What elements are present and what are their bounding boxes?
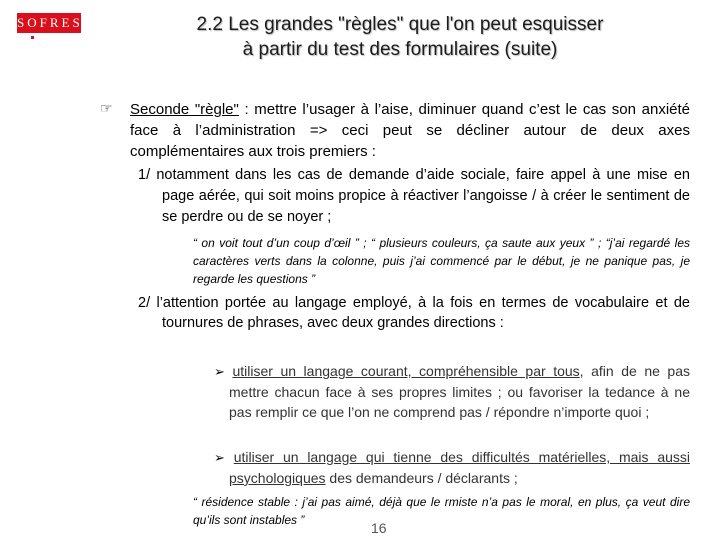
rule-label: Seconde "règle" [130, 101, 239, 118]
arrow-right-icon: ➢ [214, 450, 225, 465]
arrow-right-icon: ➢ [214, 364, 225, 379]
sub-bullet-2 [214, 447, 690, 488]
slide-title-line-1: 2.2 Les grandes "règles" que l'on peut esquisser [196, 14, 604, 35]
slide-title [100, 12, 700, 62]
sub-bullet-1-underlined: utiliser un langage courant, compréhensible par tous [232, 363, 580, 379]
point-2-text: 2/ l’attention portée au langage employé, à la fois en termes de vocabulaire et de tournures de phrases, avec deux grandes directions : [138, 295, 690, 331]
sub-bullet-1 [214, 361, 690, 422]
sub-bullet-2-underlined: utiliser un langage qui tienne des difficultés matérielles, mais aussi psychologiques [229, 449, 691, 486]
sub-bullet-1-text: , afin de ne pas mettre chacun face à ses propres limites ; ou favoriser la tedance à ne pas remplir ce que l’on ne comprend pas / répondre n’importe quoi ; [229, 363, 691, 420]
rule-description: : mettre l’usager à l’aise, diminuer quand c’est le cas son anxiété face à l’administration => ceci peut se décliner autour de deux axes complémentaires aux trois premiers : [130, 101, 690, 160]
page-number: 16 [371, 520, 387, 536]
hand-pointing-right-icon: ☞ [100, 100, 113, 116]
slide-title-line-2: à partir du test des formulaires (suite) [242, 39, 558, 60]
point-1-text: 1/ notamment dans les cas de demande d’aide sociale, faire appel à une mise en page aérée, qui soit moins propice à réactiver l’angoisse / à créer le sentiment de se perdre ou de se noyer ; [138, 167, 690, 225]
sub-bullet-2-text: des demandeurs / déclarants ; [325, 470, 518, 486]
quote-2: “ résidence stable : j’ai pas aimé, déjà que le rmiste n’a pas le moral, en plus, ça veut dire qu’ils sont instables ” [193, 495, 690, 527]
logo-dot [31, 36, 34, 39]
sofres-logo: SOFRES [17, 13, 81, 33]
quote-1: “ on voit tout d’un coup d’œil ” ; “ plusieurs couleurs, ça saute aux yeux ” ; “j’ai regardé les caractères verts dans la colonne, puis j’ai commencé par le début, je ne panique pas, je regarde les questions ” [193, 236, 690, 286]
main-bullet-text [130, 99, 690, 162]
